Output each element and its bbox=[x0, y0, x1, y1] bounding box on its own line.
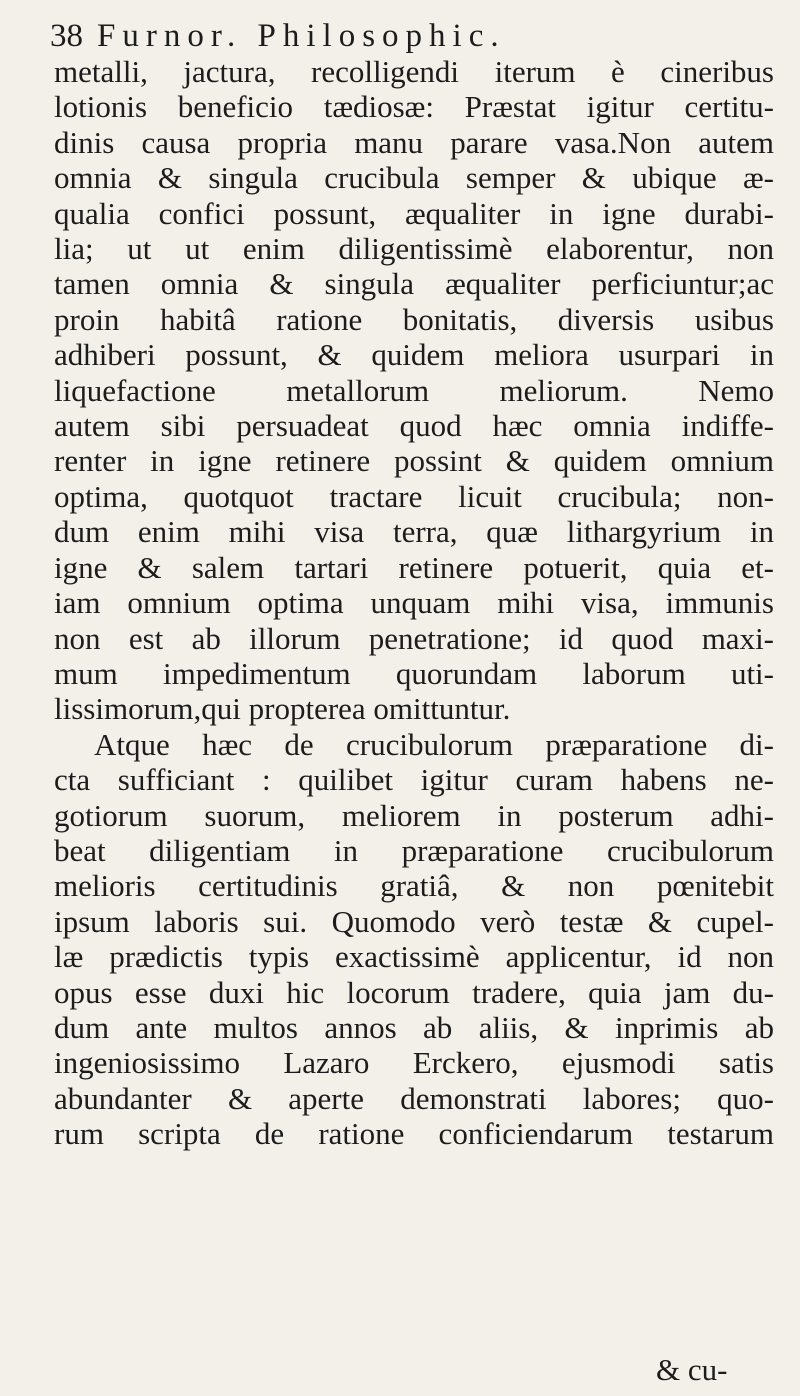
text-line: gotiorum suorum, meliorem in posterum adhi- bbox=[54, 797, 774, 833]
text-line: opus esse duxi hic locorum tradere, quia jam du- bbox=[54, 974, 774, 1010]
text-line: dum enim mihi visa terra, quæ lithargyrium in bbox=[54, 514, 774, 550]
text-line: non est ab illorum penetratione; id quod maxi- bbox=[54, 620, 774, 656]
text-line: adhiberi possunt, & quidem meliora usurpari in bbox=[54, 337, 774, 373]
text-line: læ prædictis typis exactissimè applicentur, id non bbox=[54, 939, 774, 975]
text-line: iam omnium optima unquam mihi visa, immunis bbox=[54, 585, 774, 621]
text-line: autem sibi persuadeat quod hæc omnia indiffe- bbox=[54, 408, 774, 444]
text-line: ipsum laboris sui. Quomodo verò testæ & cupel- bbox=[54, 903, 774, 939]
text-line: renter in igne retinere possint & quidem omnium bbox=[54, 443, 774, 479]
text-line: omnia & singula crucibula semper & ubique æ- bbox=[54, 160, 774, 196]
text-line: lissimorum,qui propterea omittuntur. bbox=[54, 691, 511, 727]
catchword: & cu- bbox=[656, 1352, 728, 1387]
text-line: Atque hæc de crucibulorum præparatione di- bbox=[94, 726, 774, 762]
text-line: tamen omnia & singula æqualiter perficiuntur;ac bbox=[54, 266, 774, 302]
text-line: proin habitâ ratione bonitatis, diversis usibus bbox=[54, 301, 774, 337]
text-line: ingeniosissimo Lazaro Erckero, ejusmodi satis bbox=[54, 1045, 774, 1081]
text-line: abundanter & aperte demonstrati labores; quo- bbox=[54, 1080, 774, 1116]
text-line: cta sufficiant : quilibet igitur curam habens ne- bbox=[54, 762, 774, 798]
text-line: lotionis beneficio tædiosæ: Præstat igitur certitu- bbox=[54, 89, 774, 125]
page-number: 38 bbox=[50, 18, 83, 54]
text-line: beat diligentiam in præparatione crucibulorum bbox=[54, 832, 774, 868]
running-header bbox=[50, 12, 770, 60]
text-line: mum impedimentum quorundam laborum uti- bbox=[54, 655, 774, 691]
text-line: rum scripta de ratione conficiendarum testarum bbox=[54, 1116, 774, 1152]
text-line: metalli, jactura, recolligendi iterum è cineribus bbox=[54, 54, 774, 89]
text-line: melioris certitudinis gratiâ, & non pœnitebit bbox=[54, 868, 774, 904]
text-line: lia; ut ut enim diligentissimè elaborentur, non bbox=[54, 231, 774, 267]
body-text bbox=[54, 54, 774, 1152]
text-line: igne & salem tartari retinere potuerit, quia et- bbox=[54, 549, 774, 585]
running-title: Furnor. Philosophic. bbox=[97, 18, 506, 54]
text-line: dum ante multos annos ab aliis, & inprimis ab bbox=[54, 1009, 774, 1045]
text-line: liquefactione metallorum meliorum. Nemo bbox=[54, 372, 774, 408]
text-line: qualia confici possunt, æqualiter in igne durabi- bbox=[54, 195, 774, 231]
text-line: dinis causa propria manu parare vasa.Non autem bbox=[54, 124, 774, 160]
text-line: optima, quotquot tractare licuit crucibula; non- bbox=[54, 478, 774, 514]
